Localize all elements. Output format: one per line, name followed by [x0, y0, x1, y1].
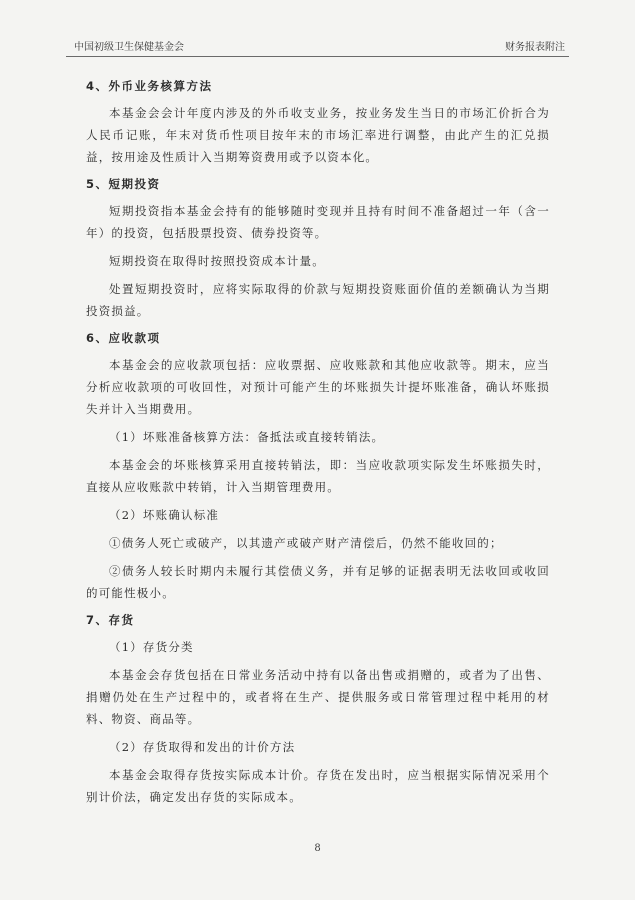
section-7-paragraph-3: （2）存货取得和发出的计价方法: [109, 740, 296, 754]
section-5-title: 5、短期投资: [86, 177, 161, 191]
section-6-paragraph-6: ②债务人较长时期内未履行其偿债义务，并有足够的证据表明无法收回或收回的可能性极小。: [86, 564, 550, 600]
page-number: 8: [314, 843, 321, 854]
section-6-paragraph-2: （1）坏账准备核算方法：备抵法或直接转销法。: [109, 430, 385, 444]
section-5-paragraph-3: 处置短期投资时，应将实际取得的价款与短期投资账面价值的差额确认为当期投资损益。: [86, 282, 550, 318]
section-7-title: 7、存货: [86, 613, 135, 627]
section-7-paragraph-4: 本基金会取得存货按实际成本计价。存货在发出时，应当根据实际情况采用个别计价法，确定发出存货的实际成本。: [86, 768, 550, 804]
section-6-paragraph-4: （2）坏账确认标准: [109, 508, 220, 522]
section-6-paragraph-1: 本基金会的应收款项包括：应收票据、应收账款和其他应收款等。期末，应当分析应收款项的可收回性，对预计可能产生的坏账损失计提坏账准备，确认坏账损失并计入当期费用。: [86, 358, 550, 416]
section-6-title: 6、应收款项: [86, 331, 161, 345]
section-6-paragraph-5: ①债务人死亡或破产，以其遗产或破产财产清偿后，仍然不能收回的；: [109, 536, 503, 550]
header-org: 中国初级卫生保健基金会: [74, 42, 184, 53]
section-7-paragraph-2: 本基金会存货包括在日常业务活动中持有以备出售或捐赠的，或者为了出售、捐赠仍处在生产过程中的，或者将在生产、提供服务或日常管理过程中耗用的材料、物资、商品等。: [86, 668, 550, 726]
section-5-paragraph-1: 短期投资指本基金会持有的能够随时变现并且持有时间不准备超过一年（含一年）的投资，包括股票投资、债券投资等。: [86, 204, 550, 240]
section-6-paragraph-3: 本基金会的坏账核算采用直接转销法，即：当应收款项实际发生坏账损失时，直接从应收账款中转销，计入当期管理费用。: [86, 458, 550, 494]
header-doc-title: 财务报表附注: [505, 42, 565, 53]
section-4-title: 4、外币业务核算方法: [86, 79, 213, 93]
section-4-paragraph-1: 本基金会会计年度内涉及的外币收支业务，按业务发生当日的市场汇价折合为人民币记账，年末对货币性项目按年末的市场汇率进行调整，由此产生的汇兑损益，按用途及性质计入当期筹资费用或予以资本化。: [86, 106, 550, 164]
page-header: [66, 34, 569, 57]
page-body: [86, 70, 550, 808]
section-7-paragraph-1: （1）存货分类: [109, 640, 194, 654]
section-5-paragraph-2: 短期投资在取得时按照投资成本计量。: [109, 254, 325, 268]
